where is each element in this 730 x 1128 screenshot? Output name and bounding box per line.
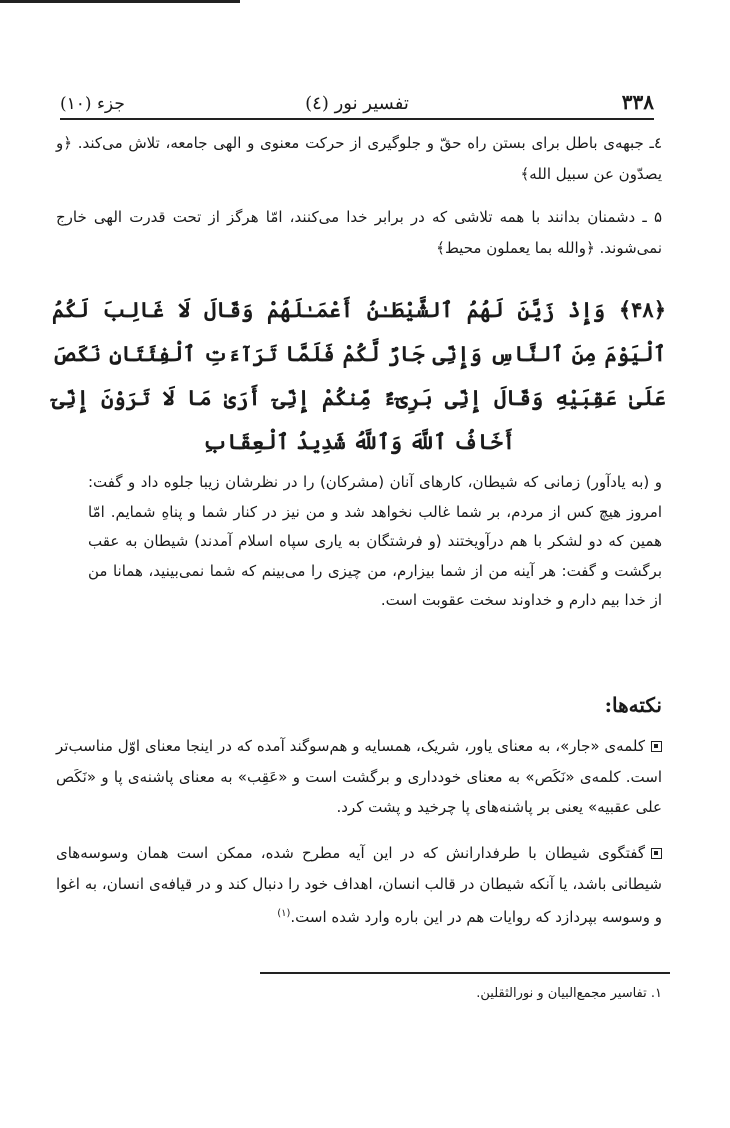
point-4-number: ٤ـ <box>649 134 662 152</box>
point-4 <box>56 128 662 190</box>
verse-translation: و (به یادآور) زمانی که شیطان، کارهای آنان (مشرکان) را در نظرشان زیبا جلوه داد و گفت: امروز هیچ کس از مردم، بر شما غالب نخواهد شد و من نیز در کنار شما و پناهِ شمایم. امّا همین که دو لشکر با هم درآویختند (و فرشتگان به یاری سپاه اسلام آمدند) شیطان به عقب برگشت و گفت: هر آینه من از شما بیزارم، من چیزی را می‌بینم که شما نمی‌بینید، همانا من از خدا بیم دارم و خداوند سخت عقوبت است. <box>88 473 662 609</box>
running-header <box>60 88 654 120</box>
point-5 <box>56 202 662 264</box>
book-title: تفسیر نور (٤) <box>305 93 409 114</box>
top-edge-rule <box>0 0 240 3</box>
square-bullet-icon <box>651 848 662 859</box>
note-text: کلمه‌ی «جار»، به معنای یاور، شریک، همسایه و هم‌سوگند آمده که در اینجا معنای اوّل مناسب‌تر است. کلمه‌ی «نَکَص» به معنای خودداری و برگشت است و «عَقِب» به معنای پاشنه‌ی پا و «نَکَص علی عقبیه» یعنی بر پاشنه‌های پا چرخید و پشت کرد. <box>56 737 662 816</box>
notes-heading: نکته‌ها: <box>604 693 662 717</box>
page-number: ۳۳۸ <box>621 90 654 114</box>
square-bullet-icon <box>651 741 662 752</box>
note-item <box>56 731 662 823</box>
footnote-marker: (۱) <box>277 908 291 919</box>
point-4-text: جبهه‌ی باطل برای بستن راه حقّ و جلوگیری از حرکت معنوی و الهی جامعه، تلاش می‌کند. ﴿و یصدّون عن سبیل الله﴾ <box>56 134 662 183</box>
note-text: گفتگوی شیطان با طرفدارانش که در این آیه مطرح شده، ممکن است همان وسوسه‌های شیطانی باشد، یا آنکه شیطان در قالب انسان، اهداف خود را دنبال کند و در قیافه‌ی انسان، به اغوا و وسوسه بپردازد که روایات هم در این باره وارد شده است. <box>56 844 662 926</box>
footnote: ۱. تفاسیر مجمع‌البیان و نورالثقلین. <box>476 986 662 1001</box>
footnote-separator <box>260 972 670 974</box>
point-5-text: دشمنان بدانند با همه تلاشی که در برابر خدا می‌کنند، امّا هرگز از تحت قدرت الهی خارج نمی‌شوند. ﴿والله بما یعملون محیط﴾ <box>56 208 662 257</box>
note-item <box>56 838 662 933</box>
point-5-number: ۵ ـ <box>642 208 662 226</box>
quran-verse: ﴿۴۸﴾ وَإِذْ زَيَّنَ لَهُمُ ٱلشَّيْطَـٰنُ أَعْمَـٰلَهُمْ وَقَالَ لَا غَالِبَ لَكُمُ ٱلْيَوْمَ مِنَ ٱلنَّاسِ وَإِنِّى جَارٌ لَّكُمْ فَلَمَّا تَرَآءَتِ ٱلْفِئَتَانِ نَكَصَ عَلَىٰ عَقِبَيْهِ وَقَالَ إِنِّى بَرِىٓءٌ مِّنكُمْ إِنِّىٓ أَرَىٰ مَا لَا تَرَوْنَ إِنِّىٓ أَخَافُ ٱللَّهَ وَٱللَّهُ شَدِيدُ ٱلْعِقَابِ <box>52 297 666 454</box>
part-label: جزء (۱۰) <box>60 94 125 114</box>
